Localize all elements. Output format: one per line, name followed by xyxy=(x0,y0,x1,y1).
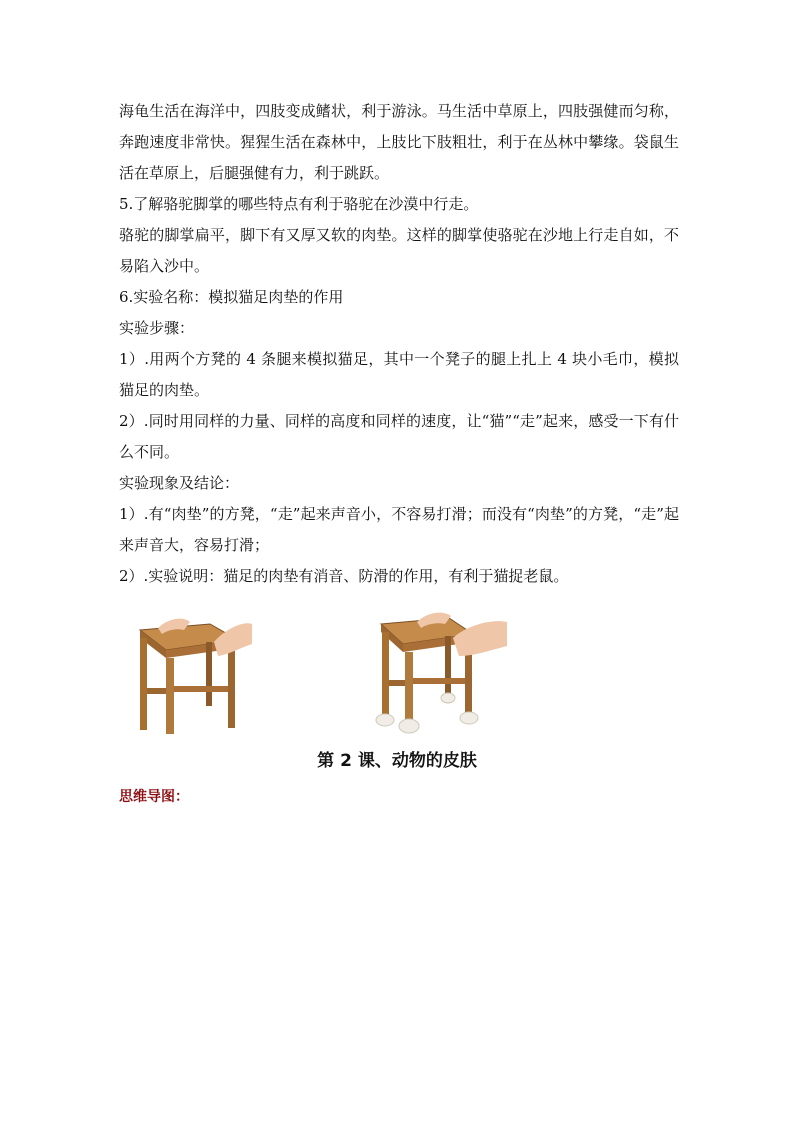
experiment-result-2: 2）.实验说明：猫足的肉垫有消音、防滑的作用，有利于猫捉老鼠。 xyxy=(119,567,569,585)
experiment-step-2: 2）.同时用同样的力量、同样的高度和同样的速度，让“猫”“走”起来，感受一下有什么不同。 xyxy=(119,412,679,461)
experiment-results-heading: 实验现象及结论： xyxy=(119,474,240,492)
lesson-title: 第 2 课、动物的皮肤 xyxy=(317,751,477,771)
paragraph-animal-limbs: 海龟生活在海洋中，四肢变成鳍状，利于游泳。马生活中草原上，四肢强健而匀称，奔跑速度非常快。猩猩生活在森林中，上肢比下肢粗壮，利于在丛林中攀缘。袋鼠生活在草原上，后腿强健有力，利于跳跃。 xyxy=(119,102,679,182)
experiment-steps-heading: 实验步骤： xyxy=(119,319,195,337)
experiment-result-1: 1）.有“肉垫”的方凳，“走”起来声音小，不容易打滑；而没有“肉垫”的方凳，“走”起来声音大，容易打滑； xyxy=(119,505,679,554)
experiment-photos xyxy=(0,610,794,738)
body-text xyxy=(119,96,679,592)
stool-without-pads-photo xyxy=(118,610,253,736)
experiment-step-1: 1）.用两个方凳的 4 条腿来模拟猫足，其中一个凳子的腿上扎上 4 块小毛巾，模拟猫足的肉垫。 xyxy=(119,350,679,399)
experiment-name: 6.实验名称：模拟猫足肉垫的作用 xyxy=(119,288,344,306)
mindmap-label: 思维导图： xyxy=(119,789,189,805)
stool-with-pads-photo xyxy=(373,610,508,736)
question-5: 5.了解骆驼脚掌的哪些特点有利于骆驼在沙漠中行走。 xyxy=(119,195,479,213)
answer-5: 骆驼的脚掌扁平，脚下有又厚又软的肉垫。这样的脚掌使骆驼在沙地上行走自如，不易陷入沙中。 xyxy=(119,226,679,275)
